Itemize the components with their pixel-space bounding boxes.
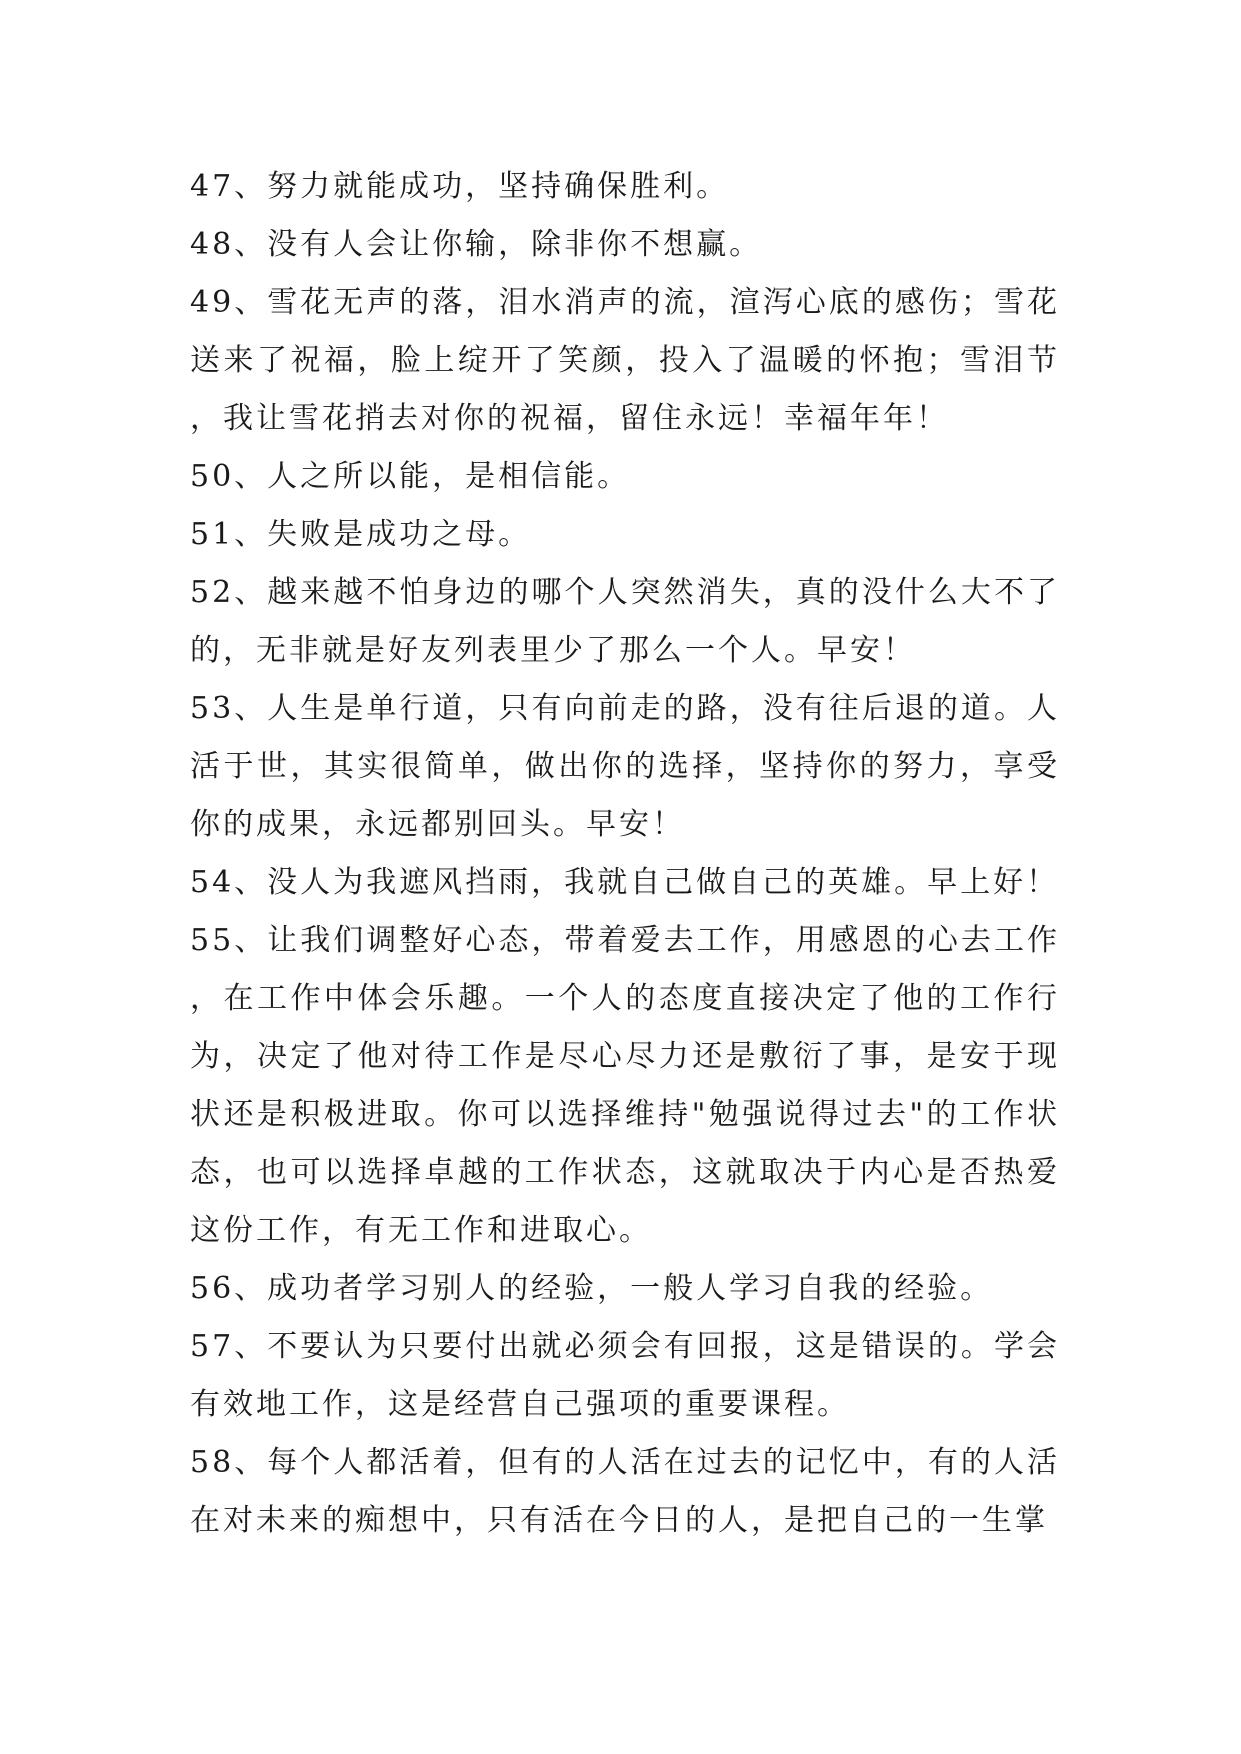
document-body <box>190 158 1060 1550</box>
paragraph-56: 56、成功者学习别人的经验，一般人学习自我的经验。 <box>190 1271 994 1306</box>
paragraph-54: 54、没人为我遮风挡雨，我就自己做自己的英雄。早上好！ <box>190 865 1060 900</box>
paragraph-52: 52、越来越不怕身边的哪个人突然消失，真的没什么大不了的，无非就是好友列表里少了那么一个人。早安！ <box>190 575 1060 668</box>
paragraph-47: 47、努力就能成功，坚持确保胜利。 <box>190 169 730 204</box>
paragraph-55: 55、让我们调整好心态，带着爱去工作，用感恩的心去工作，在工作中体会乐趣。一个人的态度直接决定了他的工作行为，决定了他对待工作是尽心尽力还是敷衍了事，是安于现状还是积极进取。你可以选择维持"勉强说得过去"的工作状态，也可以选择卓越的工作状态，这就取决于内心是否热爱这份工作，有无工作和进取心。 <box>190 923 1060 1248</box>
paragraph-57: 57、不要认为只要付出就必须会有回报，这是错误的。学会有效地工作，这是经营自己强项的重要课程。 <box>190 1329 1060 1422</box>
paragraph-53: 53、人生是单行道，只有向前走的路，没有往后退的道。人活于世，其实很简单，做出你的选择，坚持你的努力，享受你的成果，永远都别回头。早安！ <box>190 691 1060 842</box>
paragraph-50: 50、人之所以能，是相信能。 <box>190 459 631 494</box>
paragraph-48: 48、没有人会让你输，除非你不想赢。 <box>190 227 763 262</box>
paragraph-51: 51、失败是成功之母。 <box>190 517 532 552</box>
paragraph-58: 58、每个人都活着，但有的人活在过去的记忆中，有的人活在对未来的痴想中，只有活在今日的人，是把自己的一生掌 <box>190 1445 1060 1538</box>
paragraph-49: 49、雪花无声的落，泪水消声的流，渲泻心底的感伤；雪花送来了祝福，脸上绽开了笑颜，投入了温暖的怀抱；雪泪节，我让雪花捎去对你的祝福，留住永远！幸福年年！ <box>190 285 1060 436</box>
